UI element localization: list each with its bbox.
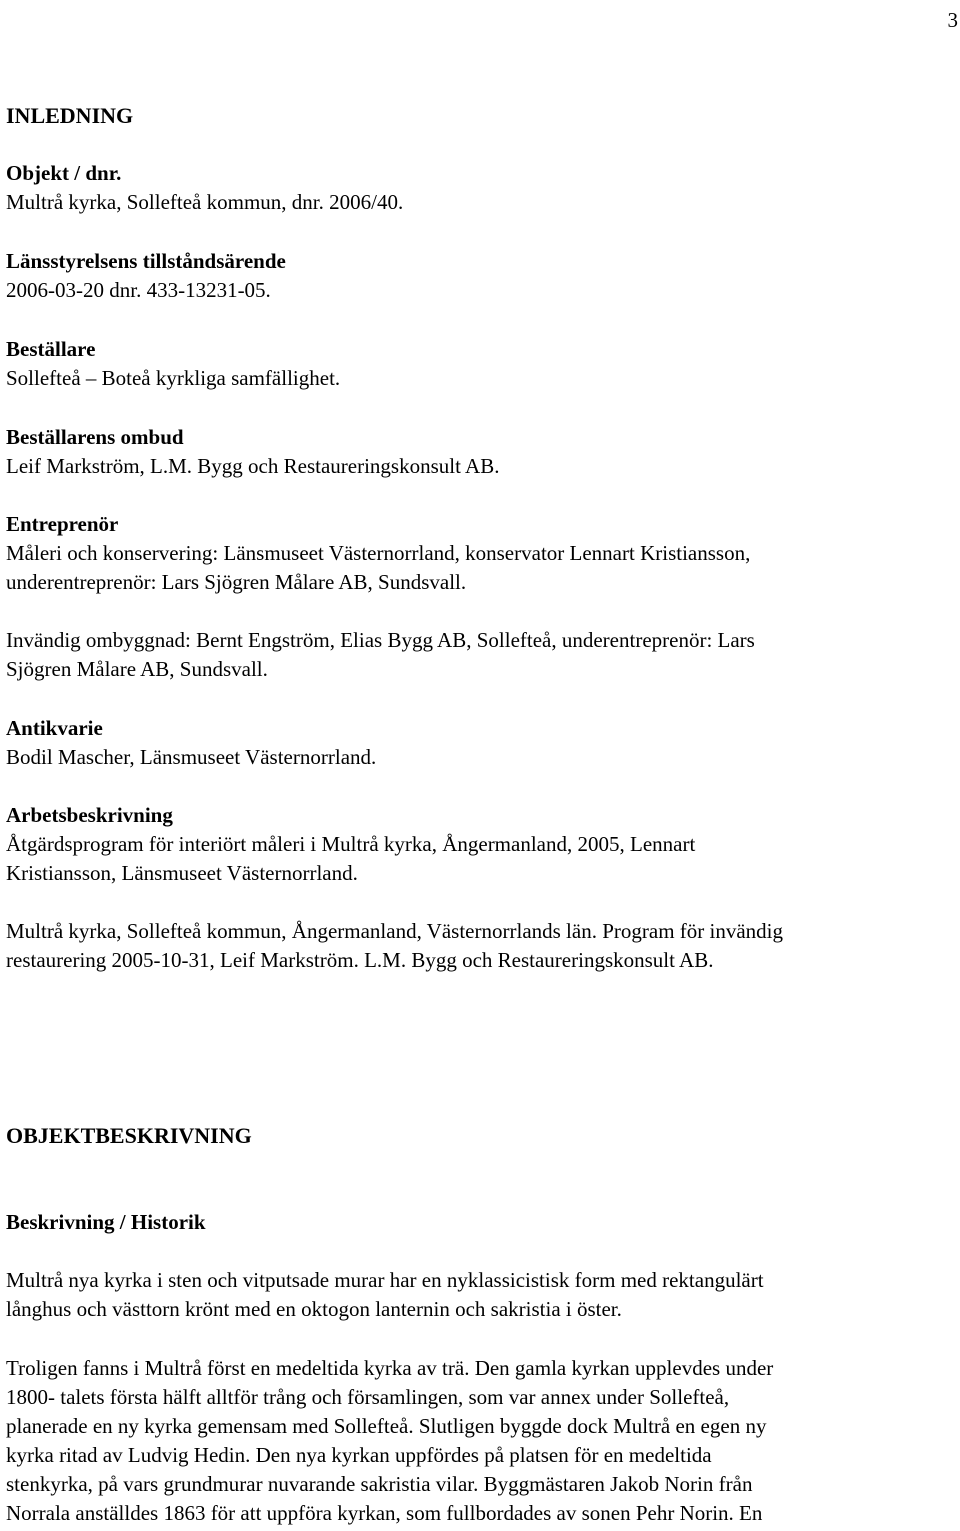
paragraph-line: Multrå nya kyrka i sten och vitputsade murar har en nyklassicistisk form med rektangulärt <box>6 1268 764 1292</box>
arbetsbeskrivning-line: Multrå kyrka, Sollefteå kommun, Ångermanland, Västernorrlands län. Program för invändig <box>6 919 784 943</box>
lansstyrelsen-section <box>6 247 952 305</box>
arbetsbeskrivning-line: Åtgärdsprogram för interiört måleri i Multrå kyrka, Ångermanland, 2005, Lennart <box>6 832 696 856</box>
ombud-text: Leif Markström, L.M. Bygg och Restaureringskonsult AB. <box>6 454 500 478</box>
arbetsbeskrivning-section <box>6 801 952 888</box>
lansstyrelsen-label: Länsstyrelsens tillståndsärende <box>6 249 286 273</box>
objekt-section <box>6 159 952 217</box>
objekt-text: Multrå kyrka, Sollefteå kommun, dnr. 2006/40. <box>6 190 404 214</box>
entreprenor-line: Sjögren Målare AB, Sundsvall. <box>6 657 268 681</box>
entreprenor-label: Entreprenör <box>6 512 119 536</box>
antikvarie-label: Antikvarie <box>6 716 103 740</box>
lansstyrelsen-text: 2006-03-20 dnr. 433-13231-05. <box>6 278 271 302</box>
entreprenor-section <box>6 510 952 597</box>
bestallare-text: Sollefteå – Boteå kyrkliga samfällighet. <box>6 366 341 390</box>
section-heading-inledning: INLEDNING <box>6 103 134 128</box>
page-number: 3 <box>947 8 958 32</box>
inledning-heading-block <box>6 101 952 130</box>
historik-paragraph-1 <box>6 1266 952 1324</box>
paragraph-line: kyrka ritad av Ludvig Hedin. Den nya kyrkan uppfördes på platsen för en medeltida <box>6 1443 712 1467</box>
entreprenor-invandig <box>6 626 952 684</box>
historik-subheading-block <box>6 1208 952 1237</box>
paragraph-line: Norrala anställdes 1863 för att uppföra kyrkan, som fullbordades av sonen Pehr Norin. En <box>6 1501 763 1525</box>
antikvarie-text: Bodil Mascher, Länsmuseet Västernorrland. <box>6 745 377 769</box>
arbetsbeskrivning-program <box>6 917 952 975</box>
paragraph-line: 1800- talets första hälft alltför trång och församlingen, som var annex under Sollefteå, <box>6 1385 730 1409</box>
bestallare-label: Beställare <box>6 337 96 361</box>
historik-subheading: Beskrivning / Historik <box>6 1210 206 1234</box>
section-heading-objektbeskrivning: OBJEKTBESKRIVNING <box>6 1123 252 1148</box>
entreprenor-line: underentreprenör: Lars Sjögren Målare AB, Sundsvall. <box>6 570 467 594</box>
bestallare-section <box>6 335 952 393</box>
ombud-label: Beställarens ombud <box>6 425 184 449</box>
antikvarie-section <box>6 714 952 772</box>
paragraph-line: Troligen fanns i Multrå först en medeltida kyrka av trä. Den gamla kyrkan upplevdes under <box>6 1356 774 1380</box>
objektbeskrivning-heading-block <box>6 1121 952 1150</box>
arbetsbeskrivning-line: restaurering 2005-10-31, Leif Markström. L.M. Bygg och Restaureringskonsult AB. <box>6 948 714 972</box>
paragraph-line: långhus och västtorn krönt med en oktogon lanternin och sakristia i öster. <box>6 1297 622 1321</box>
objekt-label: Objekt / dnr. <box>6 161 122 185</box>
paragraph-line: stenkyrka, på vars grundmurar nuvarande sakristia vilar. Byggmästaren Jakob Norin från <box>6 1472 753 1496</box>
paragraph-line: planerade en ny kyrka gemensam med Sollefteå. Slutligen byggde dock Multrå en egen ny <box>6 1414 767 1438</box>
entreprenor-line: Måleri och konservering: Länsmuseet Västernorrland, konservator Lennart Kristiansson, <box>6 541 751 565</box>
arbetsbeskrivning-line: Kristiansson, Länsmuseet Västernorrland. <box>6 861 358 885</box>
arbetsbeskrivning-label: Arbetsbeskrivning <box>6 803 173 827</box>
historik-paragraph-2 <box>6 1354 952 1528</box>
ombud-section <box>6 423 952 481</box>
entreprenor-line: Invändig ombyggnad: Bernt Engström, Elias Bygg AB, Sollefteå, underentreprenör: Lars <box>6 628 755 652</box>
